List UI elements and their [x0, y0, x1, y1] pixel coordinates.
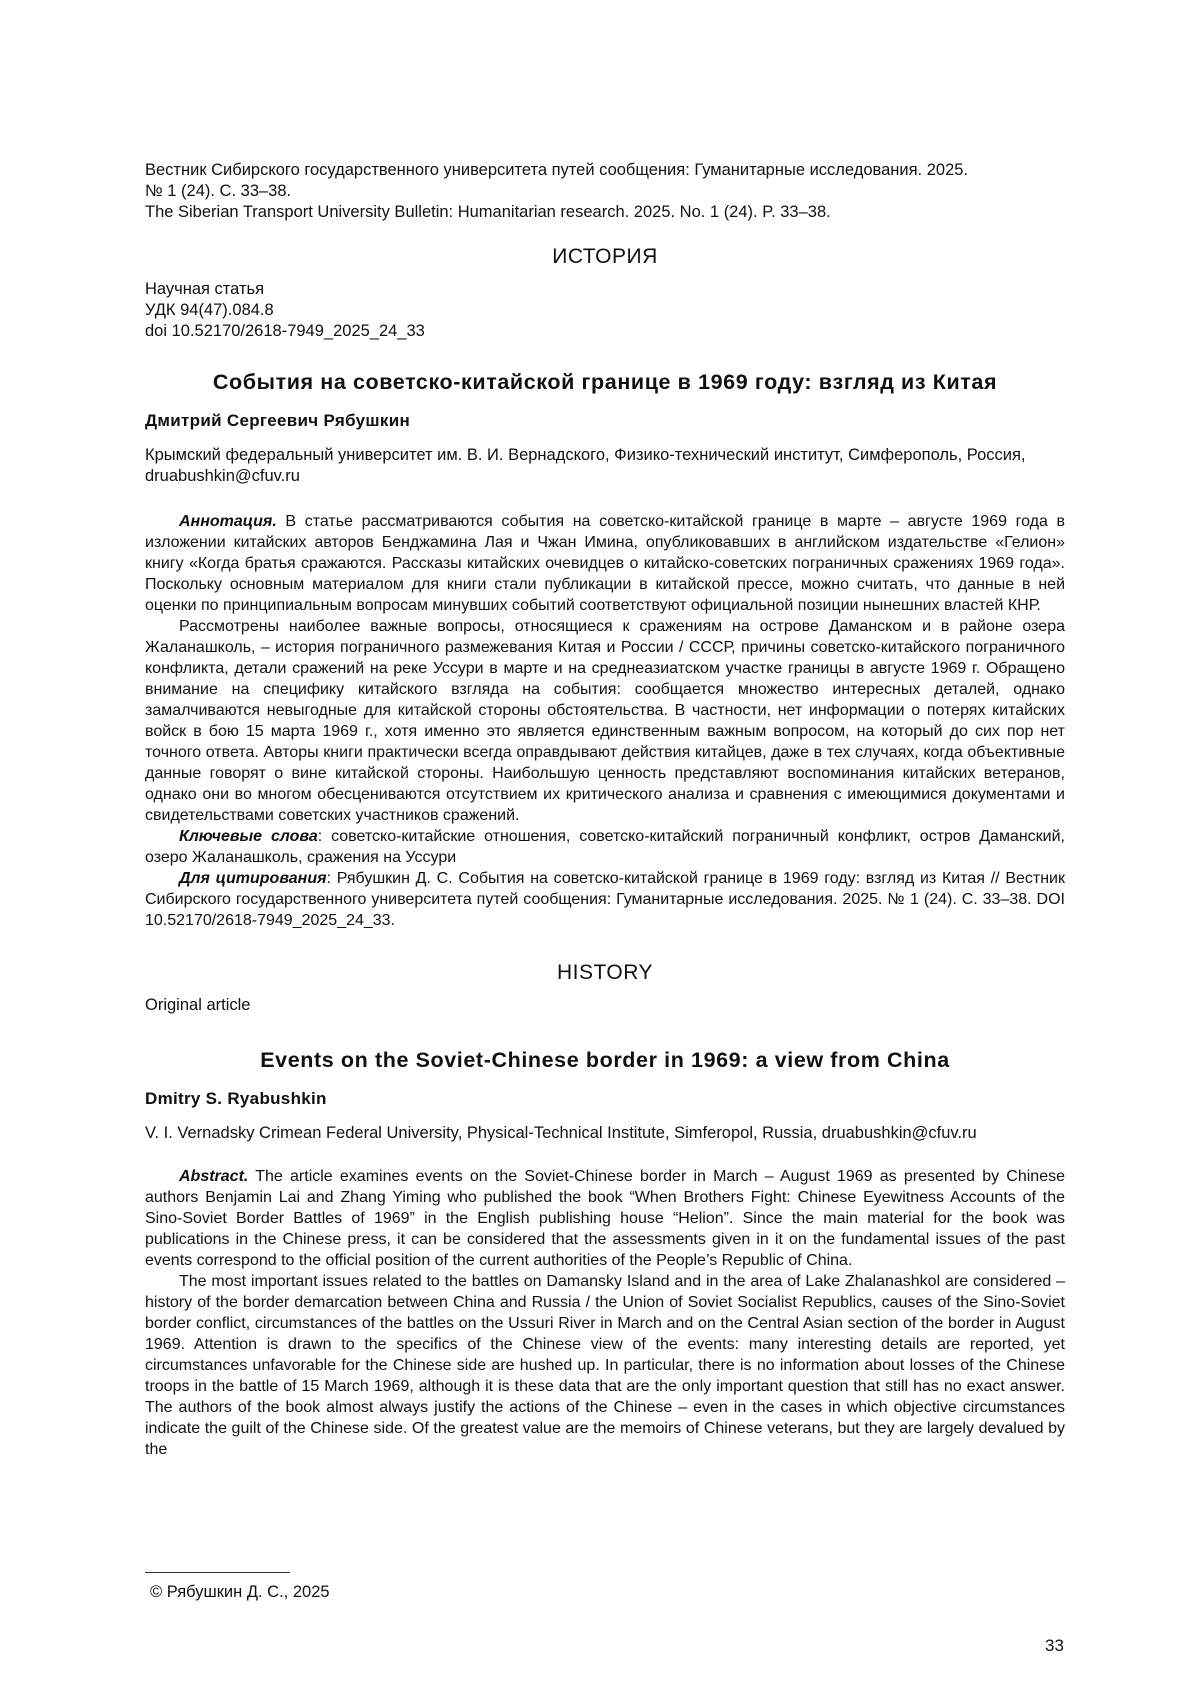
- section-title-en: HISTORY: [556, 961, 654, 984]
- article-title-en: Events on the Soviet-Chinese border in 1969: a view from China: [260, 1048, 950, 1072]
- abstract-ru-paragraph-1: [145, 511, 1065, 616]
- footnote-divider: [145, 1572, 290, 1573]
- abstract-en-paragraph-1: [145, 1166, 1065, 1271]
- article-type-en: Original article: [145, 996, 251, 1014]
- abstract-ru-paragraph-2: Рассмотрены наиболее важные вопросы, относящиеся к сражениям на острове Даманском и в районе озера Жаланашколь, – история пограничного размежевания Китая и России / СССР, причины советско-китайского пограничного конфликта, детали сражений на реке Уссури в марте и на среднеазиатском участке границы в августе 1969 г. Обращено внимание на специфику китайского взгляда на события: сообщается множество интересных деталей, однако замалчиваются невыгодные для китайской стороны обстоятельства. В частности, нет информации о потерях китайских войск в бою 15 марта 1969 г., хотя именно это является единственным важным вопросом, на который до сих пор нет точного ответа. Авторы книги практически всегда оправдывают действия китайцев, даже в тех случаях, когда объективные данные говорят о вине китайской стороны. Наибольшую ценность представляют воспоминания китайских ветеранов, однако они во многом обесцениваются отсутствием их критического анализа и сравнения с имеющимися документами и свидетельствами советских участников сражений.: [145, 618, 1065, 824]
- abstract-en-label: Abstract.: [179, 1168, 249, 1185]
- author-en: Dmitry S. Ryabushkin: [145, 1089, 327, 1108]
- author-ru: Дмитрий Сергеевич Рябушкин: [145, 411, 411, 430]
- citation-ru: [145, 868, 1065, 931]
- keywords-ru-text: : советско-китайские отношения, советско-китайский пограничный конфликт, остров Даманский, озеро Жаланашколь, сражения на Уссури: [145, 828, 1066, 866]
- page-content: [145, 160, 1065, 1460]
- abstract-ru: [145, 511, 1065, 931]
- keywords-ru-label: Ключевые слова: [179, 828, 318, 845]
- journal-header: [145, 160, 1065, 223]
- abstract-en-paragraph-2: The most important issues related to the battles on Damansky Island and in the area of Lake Zhalanashkol are considered – history of the border demarcation between China and Russia / the Union of Soviet Socialist Republics, causes of the Sino-Soviet border conflict, circumstances of the battles on the Ussuri River in March and on the Central Asian section of the border in August 1969. Attention is drawn to the specifics of the Chinese view of the events: many interesting details are reported, yet circumstances unfavorable for the Chinese side are hushed up. In particular, there is no information about losses of the Chinese troops in the battle of 15 March 1969, although it is these data that are the only important question that still has no exact answer. The authors of the book almost always justify the actions of the Chinese – even in the cases in which objective circumstances indicate the guilt of the Chinese side. Of the greatest value are the memoirs of Chinese veterans, but they are largely devalued by the: [145, 1273, 1065, 1458]
- page-number: 33: [1045, 1636, 1064, 1655]
- udk-code: УДК 94(47).084.8: [145, 301, 274, 319]
- citation-ru-label: Для цитирования: [179, 870, 327, 887]
- citation-ru-text: : Рябушкин Д. С. События на советско-китайской границе в 1969 году: взгляд из Китая // Вестник Сибирского государственного университета путей сообщения: Гуманитарные исследования. 2025. № 1 (24). С. 33–38. DOI 10.52170/2618-7949_2025_24_33.: [145, 870, 1065, 929]
- journal-header-ru-line-1: Вестник Сибирского государственного университета путей сообщения: Гуманитарные исследования. 2025.: [145, 161, 969, 179]
- abstract-ru-label: Аннотация.: [179, 513, 277, 530]
- abstract-en-text-1: The article examines events on the Soviet-Chinese border in March – August 1969 as presented by Chinese authors Benjamin Lai and Zhang Yiming who published the book “When Brothers Fight: Chinese Eyewitness Accounts of the Sino-Soviet Border Battles of 1969” in the English publishing house “Helion”. Since the main material for the book was publications in the Chinese press, it can be considered that the assessments given in it on the fundamental issues of the past events correspond to the official position of the current authorities of the People’s Republic of China.: [145, 1168, 1065, 1269]
- affiliation-en: V. I. Vernadsky Crimean Federal University, Physical-Technical Institute, Simferopol, Russia, druabushkin@cfuv.ru: [145, 1124, 977, 1142]
- copyright-footnote: © Рябушкин Д. С., 2025: [150, 1583, 330, 1601]
- journal-header-ru-line-2: № 1 (24). С. 33–38.: [145, 182, 292, 200]
- journal-header-en: The Siberian Transport University Bulletin: Humanitarian research. 2025. No. 1 (24). P. 33–38.: [145, 203, 831, 221]
- affiliation-ru: Крымский федеральный университет им. В. И. Вернадского, Физико-технический институт, Симферополь, Россия, druabushkin@cfuv.ru: [145, 446, 1026, 485]
- abstract-en: [145, 1166, 1065, 1460]
- abstract-ru-text-1: В статье рассматриваются события на советско-китайской границе в марте – августе 1969 года в изложении китайских авторов Бенджамина Лая и Чжан Имина, опубликовавших в английском издательстве «Гелион» книгу «Когда братья сражаются. Рассказы китайских очевидцев о китайско-советских пограничных сражениях 1969 года». Поскольку основным материалом для книги стали публикации в китайской прессе, можно считать, что данные в ней оценки по принципиальным вопросам минувших событий соответствуют официальной позиции нынешних властей КНР.: [145, 513, 1065, 614]
- section-title-ru: ИСТОРИЯ: [552, 245, 658, 268]
- doi-ru: doi 10.52170/2618-7949_2025_24_33: [145, 322, 425, 340]
- article-type-ru: Научная статья: [145, 280, 265, 298]
- article-title-ru: События на советско-китайской границе в 1969 году: взгляд из Китая: [212, 370, 998, 394]
- keywords-ru: [145, 826, 1065, 868]
